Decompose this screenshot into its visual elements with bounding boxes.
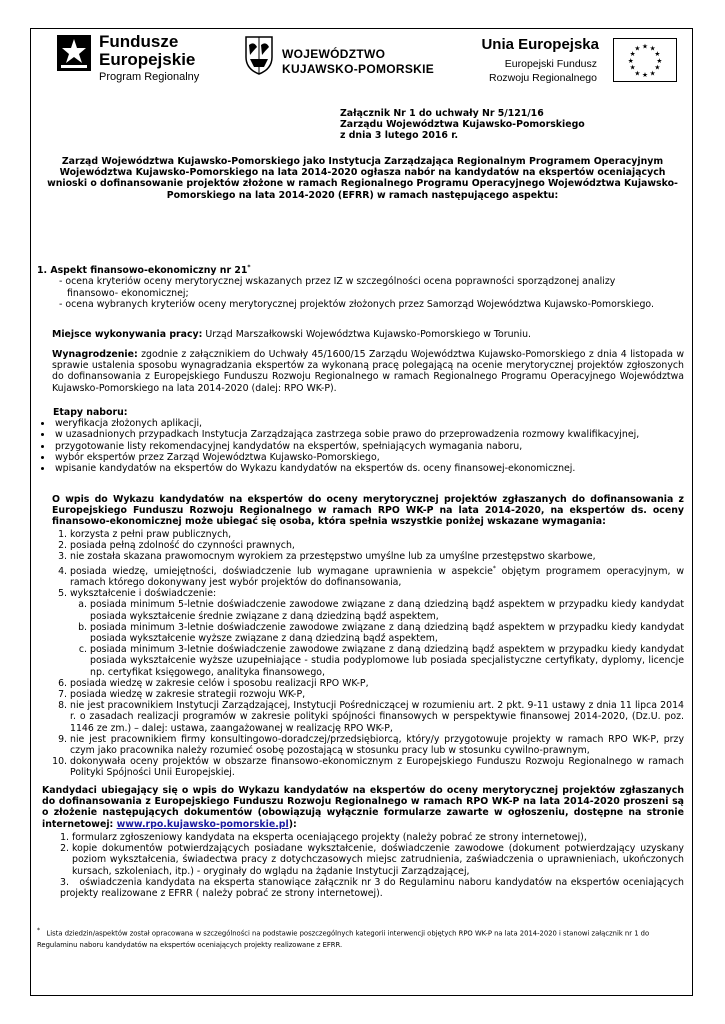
- aspect-heading-sup: *: [247, 264, 251, 271]
- req-4b: objętym programem operacyjnym, w ramach którego dokonywany jest wybór projektów do dofinansowania,: [70, 565, 685, 588]
- documents-intro-end: ):: [288, 818, 297, 830]
- documents-list: [52, 832, 684, 877]
- annex-block: [340, 108, 670, 142]
- svg-text:★: ★: [654, 50, 661, 59]
- announcement-title: Zarząd Województwa Kujawsko-Pomorskiego jako Instytucja Zarządzająca Regionalnym Programem Operacyjnym Województwa Kujawsko-Pomorskiego na lata 2014-2020 ogłasza nabór na kandydatów na ekspertów oceniających wnioski o dofinansowanie projektów złożone w ramach Regionalnego Programu Operacyjnego Województwa Kujawsko-Pomorskiego na lata 2014-2020 (EFRR) w ramach następującego aspektu:: [47, 156, 678, 201]
- crest-icon: [244, 35, 274, 75]
- list-item: 6. posiada wiedzę w zakresie celów i sposobu realizacji RPO WK-P,: [70, 678, 684, 689]
- list-item: 9. nie jest pracownikiem firmy konsultingowo-doradczej/przedsiębiorcą, który/y przygotowuje projekty w ramach RPO WK-P, przy czym jako pracownika należy rozumieć osobę pozostającą w stosunku pracy lub w stosunku cywilno-prawnym,: [70, 734, 684, 756]
- list-item: 2. posiada pełną zdolność do czynności prawnych,: [70, 540, 684, 551]
- aspect-heading: [37, 262, 677, 276]
- list-item: 3. nie została skazana prawomocnym wyrokiem za przestępstwo umyślne lub za umyślne przestępstwo skarbowe,: [70, 551, 684, 562]
- annex-line3: z dnia 3 lutego 2016 r.: [340, 130, 459, 142]
- svg-text:★: ★: [656, 56, 663, 65]
- salary-block: [52, 349, 684, 394]
- aspect-line1: - ocena kryteriów oceny merytorycznej wskazanych przez IZ w szczególności ocena poprawności sporządzonej analizy: [59, 276, 616, 288]
- requirements-list-block: [52, 529, 684, 779]
- stages-list: [37, 418, 682, 474]
- aspect-line2: - ocena wybranych kryteriów oceny merytorycznej projektów złożonych przez Samorząd Województwa Kujawsko-Pomorskiego.: [59, 298, 654, 310]
- ue-sub1: Europejski Fundusz: [504, 58, 597, 70]
- list-item: • w uzasadnionych przypadkach Instytucja Zarządzająca zastrzega sobie prawo do przeprowadzenia rozmowy kwalifikacyjnej,: [53, 429, 682, 440]
- place-row: [52, 329, 682, 340]
- list-item: 10. dokonywała oceny projektów w obszarze finansowo-ekonomicznym z Europejskiego Funduszu Rozwoju Regionalnego w ramach Polityki Spójności Unii Europejskiej.: [70, 756, 684, 778]
- list-item: [70, 563, 684, 589]
- fe-line1: Fundusze: [99, 32, 179, 51]
- aspect-heading-text: 1. Aspekt finansowo-ekonomiczny nr 21: [37, 265, 248, 277]
- req-4-sup: *: [492, 564, 496, 572]
- list-item: [70, 588, 684, 678]
- svg-text:★: ★: [634, 44, 641, 53]
- svg-text:★: ★: [649, 69, 656, 78]
- footnote-text: Lista dziedzin/aspektów został opracowana w szczególności na podstawie poszczególnych kategorii interwencji objętych RPO WK-P na lata 2014-2020 i stanowi załącznik nr 1 do Regulaminu naboru kandydatów na ekspertów oceniających projekty realizowane z EFRR.: [37, 929, 650, 950]
- eu-flag-icon: [613, 38, 677, 82]
- stages-label: Etapy naboru:: [53, 407, 128, 418]
- annex-line2: Zarządu Województwa Kujawsko-Pomorskiego: [340, 119, 585, 131]
- fe-line3: Program Regionalny: [99, 71, 200, 83]
- salary-label: Wynagrodzenie:: [52, 349, 138, 360]
- list-item: • wybór ekspertów przez Zarząd Województwa Kujawsko-Pomorskiego,: [53, 452, 682, 463]
- wojewodztwo-logo: [244, 35, 444, 85]
- salary-value: zgodnie z załącznikiem do Uchwały 45/1600/15 Zarządu Województwa Kujawsko-Pomorskiego z dnia 4 listopada w sprawie ustalenia sposobu wynagradzania ekspertów za wykonaną pracę polegającą na ocenie merytorycznej projektów zgłoszonych do dofinansowania z Europejskiego Funduszu Rozwoju Regionalnego w ramach Regionalnego Programu Operacyjnego Województwa Kujawsko-Pomorskiego na lata 2014-2020 (dalej: RPO WK-P).: [52, 349, 684, 394]
- list-item: 8. nie jest pracownikiem Instytucji Zarządzającej, Instytucji Pośredniczącej w rozumieniu art. 2 pkt. 9-11 ustawy z dnia 11 lipca 2014 r. o zasadach realizacji programów w zakresie polityki spójności finansowych w perspektywie finansowej 2014-2020, (Dz.U. poz. 1146 ze zm.) – dalej: ustawa, zaangażowanej w realizację RPO WK-P,: [70, 700, 684, 734]
- fe-star-icon: [57, 35, 91, 71]
- list-item: a. posiada minimum 5-letnie doświadczenie zawodowe związane z daną dziedziną bądź aspektem w przypadku kiedy kandydat posiada wykształcenie średnie związane z daną dziedziną bądź aspektem,: [90, 599, 684, 621]
- woj-line1: WOJEWÓDZTWO: [282, 47, 386, 61]
- document-3-text: oświadczenia kandydata na eksperta stanowiące załącznik nr 3 do Regulaminu naboru kandydatów na ekspertów oceniających projekty realizowane z EFRR ( należy pobrać ze strony internetowej).: [60, 876, 684, 900]
- education-sublist: [70, 599, 684, 677]
- list-item: • wpisanie kandydatów na ekspertów do Wykazu kandydatów na ekspertów ds. oceny finansowej-ekonomicznej.: [53, 463, 682, 474]
- woj-line2: KUJAWSKO-POMORSKIE: [282, 62, 435, 76]
- svg-text:★: ★: [629, 63, 636, 72]
- svg-text:★: ★: [649, 44, 656, 53]
- list-item: 7. posiada wiedzę w zakresie strategii rozwoju WK-P,: [70, 689, 684, 700]
- requirements-intro: O wpis do Wykazu kandydatów na ekspertów do oceny merytorycznej projektów zgłaszanych do dofinansowania z Europejskiego Funduszu Rozwoju Regionalnego w ramach RPO WK-P na lata 2014-2020, na ekspertów ds. oceny finansowo-ekonomicznej może ubiegać się osoba, która spełnia wszystkie poniżej wskazane wymagania:: [52, 494, 684, 528]
- req-4a: posiada wiedzę, umiejętności, doświadczenie lub wymagane uprawnienia w aspekcie: [70, 565, 493, 577]
- document-3: [52, 877, 684, 899]
- fe-line2: Europejskie: [99, 50, 196, 69]
- list-item: 1. korzysta z pełni praw publicznych,: [70, 529, 684, 540]
- annex-line1: Załącznik Nr 1 do uchwały Nr 5/121/16: [340, 108, 544, 119]
- fundusze-europejskie-logo: [57, 29, 242, 91]
- documents-intro: [42, 785, 684, 830]
- footnote: [37, 925, 682, 951]
- documents-intro-text: Kandydaci ubiegający się o wpis do Wykazu kandydatów na ekspertów do oceny merytorycznej projektów zgłaszanych do dofinansowania z Europejskiego Funduszu Rozwoju Regionalnego w ramach RPO WK-P na lata 2014-2020 proszeni są o złożenie następujących dokumentów (obowiązują wyłącznie formularze zawarte w ogłoszeniu, dostępne na stronie internetowej:: [42, 785, 684, 830]
- list-item: b. posiada minimum 3-letnie doświadczenie zawodowe związane z daną dziedziną bądź aspektem w przypadku kiedy kandydat posiada wykształcenie wyższe związane z daną dziedziną bądź aspektem,: [90, 622, 684, 644]
- ue-sub2: Rozwoju Regionalnego: [489, 72, 597, 84]
- svg-text:★: ★: [642, 71, 648, 80]
- place-label: Miejsce wykonywania pracy:: [52, 329, 203, 340]
- req-5: wykształcenie i doświadczenie:: [70, 588, 217, 600]
- list-item: 1. formularz zgłoszeniowy kandydata na eksperta oceniającego projekty (należy pobrać ze strony internetowej),: [72, 832, 684, 843]
- ue-title: Unia Europejska: [481, 36, 599, 53]
- svg-text:★: ★: [634, 69, 641, 78]
- svg-text:★: ★: [642, 42, 648, 51]
- list-item: • przygotowanie listy rekomendacyjnej kandydatów na ekspertów, spełniających wymagania naboru,: [53, 441, 682, 452]
- requirements-list: [52, 529, 684, 779]
- rpo-website-link[interactable]: www.rpo.kujawsko-pomorskie.pl: [116, 818, 289, 830]
- place-value: Urząd Marszałkowski Województwa Kujawsko-Pomorskiego w Toruniu.: [205, 329, 531, 340]
- list-item: 2. kopie dokumentów potwierdzających posiadane wykształcenie, doświadczenie zawodowe (dokument potwierdzający uzyskany poziom wykształcenia, świadectwa pracy z dotychczasowych miejsc zatrudnienia, zaświadczenia o uprawnieniach, ukończonych kursach, szkoleniach, itp.) - oryginały do wglądu na żądanie Instytucji Zarządzającej,: [72, 843, 684, 877]
- stages-block: [37, 407, 682, 474]
- aspect-section: [37, 262, 677, 310]
- header-logos: [31, 29, 692, 109]
- aspect-line1b: finansowo- ekonomicznej;: [67, 287, 189, 299]
- footnote-mark: *: [37, 927, 40, 934]
- documents-list-block: [52, 832, 684, 899]
- list-item: • weryfikacja złożonych aplikacji,: [53, 418, 682, 429]
- svg-text:★: ★: [629, 50, 636, 59]
- document-3-number: 3.: [60, 876, 69, 888]
- svg-text:★: ★: [627, 56, 634, 65]
- unia-europejska-logo: [467, 36, 677, 96]
- list-item: c. posiada minimum 3-letnie doświadczenie zawodowe związane z daną dziedziną bądź aspektem w przypadku kiedy kandydat posiada wykształcenie wyższe uzupełniające - studia podyplomowe lub posiada specjalistyczne certyfikaty, dyplomy, licencje np. certyfikat księgowego, analityka finansowego,: [90, 644, 684, 678]
- svg-text:★: ★: [654, 63, 661, 72]
